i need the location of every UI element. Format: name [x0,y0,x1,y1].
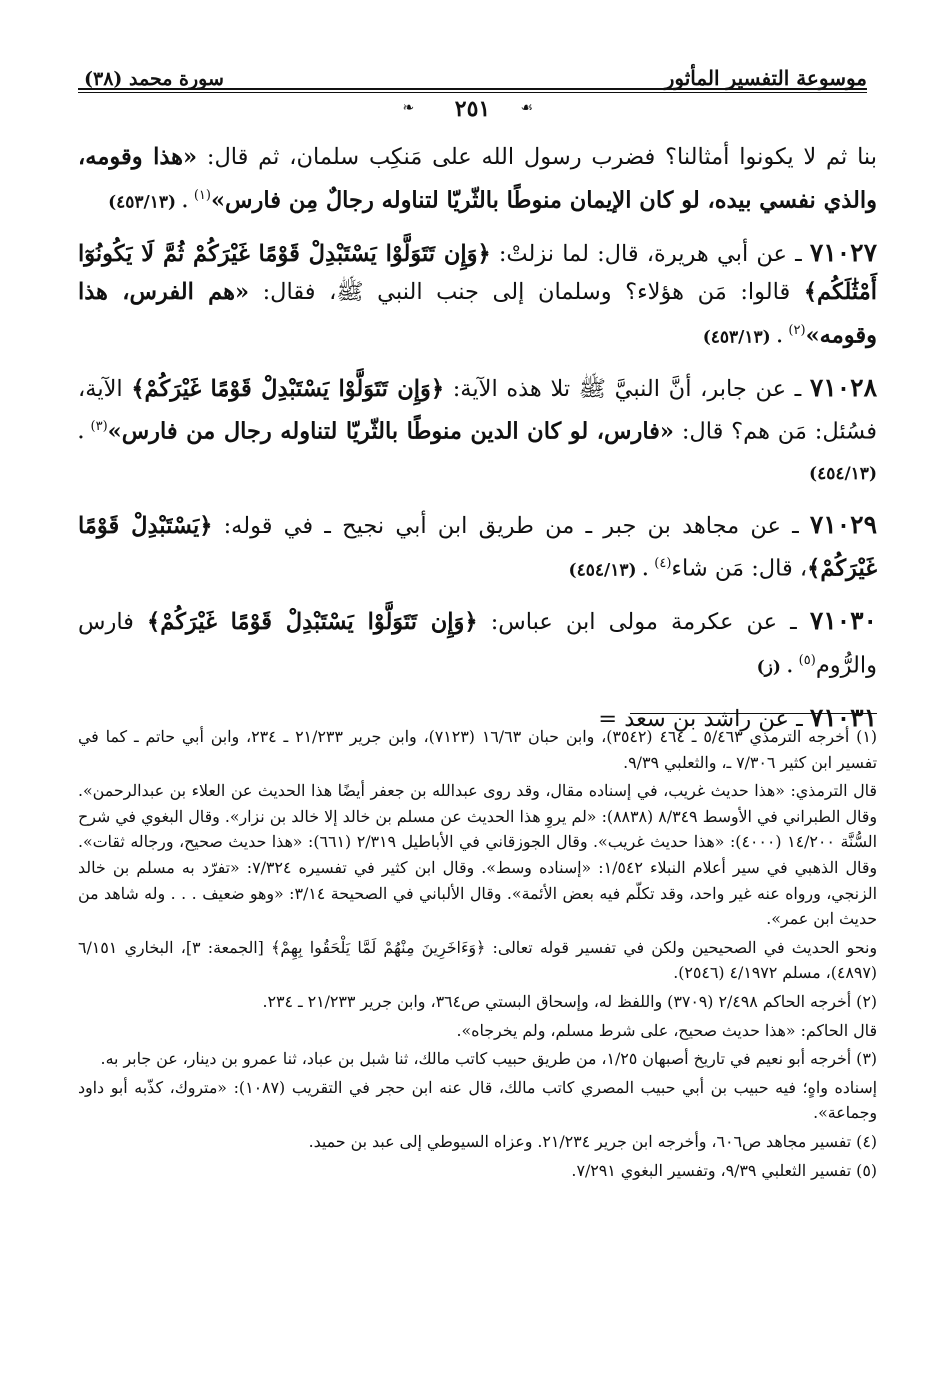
footnote: قال الحاكم: «هذا حديث صحيح، على شرط مسلم، ولم يخرجاه». [456,1020,877,1040]
ornament-icon: ☙ [520,100,534,116]
footnote: إسناده واهٍ؛ فيه حبيب بن أبي حبيب المصري كاتب مالك، قال عنه ابن حجر في التقريب (١٠٨٧): «متروك، كذّبه أبو داود وجماعة». [78,1077,877,1123]
footnote-ref[interactable]: (٤) [654,556,672,571]
entry-number: ٧١٠٢٩ [809,509,877,539]
entry-number: ٧١٠٣٠ [809,606,877,635]
hadith-quote: «فارس، لو كان الدين منوطًا بالثّريّا لتناوله رجال من فارس» [107,418,674,445]
surah-label: سورة محمد (٣٨) [84,68,224,90]
hadith-quote: «هم الفرس، هذا وقومه» [78,279,877,348]
text-run: فارس والرُّوم [78,609,877,678]
text-run: ـ عن أبي هريرة، قال: لما نزلتْ: [490,240,810,267]
text-run: ـ عن عكرمة مولى ابن عباس: [477,609,810,635]
hadith-quote: «هذا وقومه، والذي نفسي بيده، لو كان الإيمان منوطًا بالثّريّا لتناوله رجالٌ مِن فارس» [78,144,877,213]
text-run: ، قال: مَن شاء [671,555,808,582]
footnote: (٥) تفسير الثعلبي ٩/٣٩، وتفسير البغوي ٧/٢٩١. [571,1160,877,1180]
main-text [78,138,877,750]
volume-reference: . (٤٥٣/١٣) [108,192,194,212]
book-title: موسوعة التفسير المأثور [664,66,867,90]
quran-verse: ﴿وَإِن تَتَوَلَّوْا يَسْتَبْدِلْ قَوْمًا غَيْرَكُمْ ثُمَّ لَا يَكُونُوٓا أَمْثَٰلَكُم﴾ [78,240,877,305]
footnote: (٤) تفسير مجاهد ص٦٠٦، وأخرجه ابن جرير ٢١/٢٣٤. وعزاه السيوطي إلى عبد بن حميد. [308,1131,877,1151]
paragraph [78,369,877,494]
text-run: قالوا: مَن هؤلاء؟ وسلمان إلى جنب النبي ﷺ، فقال: [249,279,804,305]
paragraph [78,602,877,687]
quran-verse: ﴿يَسْتَبْدِلْ قَوْمًا غَيْرَكُمْ﴾ [78,512,877,582]
footnote: قال الترمذي: «هذا حديث غريب، في إسناده مقال، وقد روى عبدالله بن جعفر أيضًا هذا الحديث عن العلاء بن عبدالرحمن». وقال الطبراني في الأوسط ٨/٣٤٩ (٨٨٣٨): «لم يروِ هذا الحديث عن مسلم بن خالد إلا خالد بن نزار». وقال البغوي في شرح السُّنَّة ١٤/٢٠٠ (٤٠٠٠): «هذا حديث غريب». وقال الجوزقاني في الأباطيل ٢/٣١٩ (٦٦١): «هذا حديث صحيح، ورجاله ثقات». وقال الذهبي في سير أعلام النبلاء ١/٥٤٢: «إسناده وسط». وقال ابن كثير في تفسيره ٧/٣٢٤: «تفرّد به مسلم بن خالد الزنجي، ورواه عنه غير واحد، وقد تكلّم فيه بعض الأئمة». وقال الألباني في الصحيحة ٣/١٤: «وهو ضعيف . . . وله شاهد من حديث ابن عمر». [78,781,878,929]
volume-reference: . (٤٥٤/١٣) [568,560,655,581]
footnote: (٣) أخرجه أبو نعيم في تاريخ أصبهان ١/٢٥، من طريق حبيب كاتب مالك، ثنا شبل بن عباد، ثنا عمرو بن دينار، عن جابر به. [100,1049,877,1069]
entry-number: ٧١٠٣١ [809,702,877,732]
entry-number: ٧١٠٢٨ [809,372,878,402]
text-run: ـ عن راشد بن سعد = [598,705,810,732]
text-run: الآية، فسُئل: مَن هم؟ قال: [78,375,877,445]
page-number: ٢٥١ [454,96,491,122]
footnote-ref[interactable]: (١) [193,187,211,203]
footnote-ref[interactable]: (٥) [798,652,816,668]
footnote: (١) أخرجه الترمذي ٥/٤٦٣ ـ ٤٦٤ (٣٥٤٢)، وابن حبان ١٦/٦٣ (٧١٢٣)، وابن جرير ٢١/٢٣٣ ـ ٢٣٤، وابن أبي حاتم ـ كما في تفسير ابن كثير ٧/٣٠٦ ـ، والثعلبي ٩/٣٩. [78,727,878,772]
paragraph [78,138,877,222]
entry-number: ٧١٠٢٧ [809,237,877,267]
quran-verse: ﴿وَإِن تَتَوَلَّوْا يَسْتَبْدِلْ قَوْمًا غَيْرَكُمْ﴾ [131,375,445,402]
header-rule [78,88,867,90]
ornament-icon: ❧ [402,100,415,116]
volume-reference: . (ز) [756,657,799,677]
footnotes [78,724,877,1186]
volume-reference: . (٤٥٣/١٣) [702,327,789,347]
paragraph [78,506,877,591]
footnote: (٢) أخرجه الحاكم ٢/٤٩٨ (٣٧٠٩) واللفظ له، وإسحاق البستي ص٣٦٤، وابن جرير ٢١/٢٣٣ ـ ٢٣٤. [262,991,877,1011]
page-header [78,60,867,122]
footnote-ref[interactable]: (٣) [90,419,108,434]
footnote-separator [630,713,877,714]
footnote: ونحو الحديث في الصحيحين ولكن في تفسير قوله تعالى: ﴿وَءَاخَرِينَ مِنْهُمْ لَمَّا يَلْحَقُوا بِهِمْ﴾ [الجمعة: ٣]، البخاري ٦/١٥١ (٤٨٩٧)، مسلم ٤/١٩٧٢ (٢٥٤٦). [78,937,877,983]
text-run: بنا ثم لا يكونوا أمثالنا؟ فضرب رسول الله على مَنكِب سلمان، ثم قال: [197,144,877,170]
text-run: ـ عن جابر، أنَّ النبيَّ ﷺ تلا هذه الآية: [444,375,810,402]
text-run: ـ عن مجاهد بن جبر ـ من طريق ابن أبي نجيح ـ في قوله: [212,512,810,539]
footnote-ref[interactable]: (٢) [788,322,806,338]
volume-reference: . (٤٥٤/١٣) [78,423,877,484]
header-rule-thin [78,92,867,93]
quran-verse: ﴿وَإِن تَتَوَلَّوْا يَسْتَبْدِلْ قَوْمًا غَيْرَكُمْ﴾ [147,609,478,635]
paragraph [78,234,877,357]
